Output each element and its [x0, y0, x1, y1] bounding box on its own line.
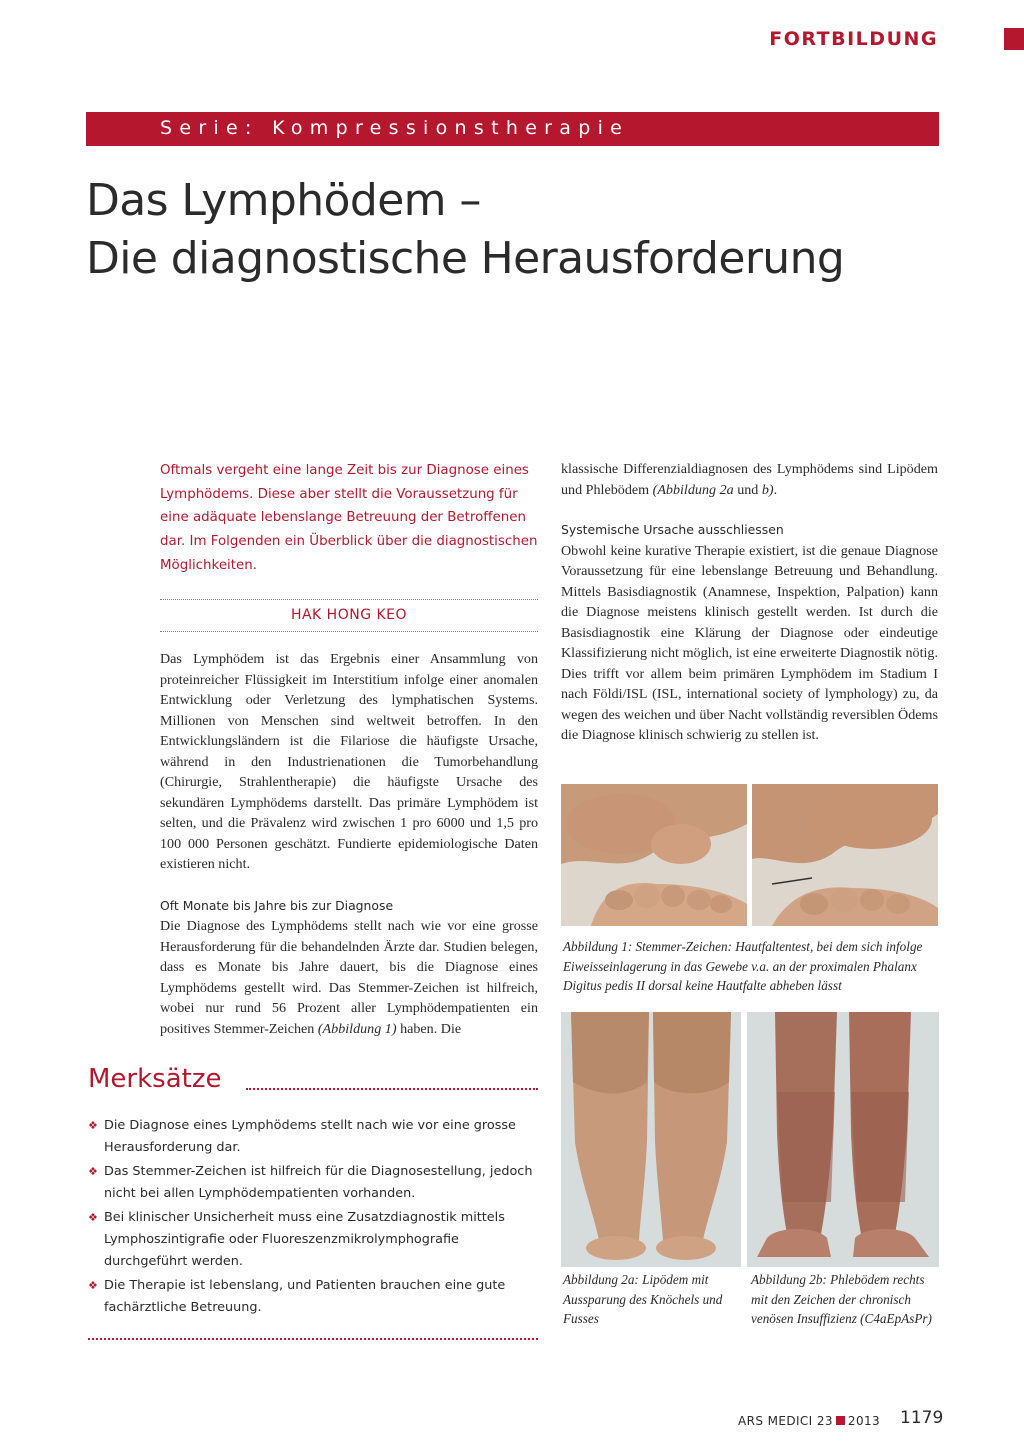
figure-2b-photo: [747, 1012, 939, 1267]
article-title-line1: Das Lymphödem –: [86, 175, 481, 226]
section-label: FORTBILDUNG: [769, 28, 938, 50]
figure-1-caption: Abbildung 1: Stemmer-Zeichen: Hautfaltentest, bei dem sich infolge Eiweisseinlagerung in das Gewebe v.a. an der proximalen Phalanx Digitus pedis II dorsal keine Hautfalte abheben lässt: [563, 939, 923, 993]
merksatz-item: [88, 1207, 538, 1274]
subheading: Oft Monate bis Jahre bis zur Diagnose: [160, 897, 394, 913]
diamond-bullet-icon: ❖: [88, 1278, 98, 1292]
body-column-1: [160, 649, 538, 1039]
diamond-bullet-icon: ❖: [88, 1164, 98, 1178]
footer-square-icon: [836, 1416, 845, 1425]
figure-reference: (Abbildung 2a: [652, 481, 734, 498]
legs-phlebedema-illustration: [747, 1012, 939, 1267]
body-paragraph: [561, 459, 938, 500]
author-divider-top: [160, 599, 538, 600]
figure-reference: (Abbildung 1): [317, 1020, 397, 1037]
body-paragraph: Obwohl keine kurative Therapie existiert, ist die genaue Diagnose Voraussetzung für eine lebenslange Betreuung und Behandlung. Mittels Basisdiagnostik (Anamnese, Inspektion, Palpation) kann die Diagnose meistens klinisch gestellt werden. Ist durch die Basisdiagnostik eine Klärung der Diagnose oder eindeutige Klassifizierung nicht möglich, ist eine erweiterte Diagnostik nötig. Dies trifft vor allem beim primären Lymphödem im Stadium I nach Földi/ISL (ISL, international society of lymphology) zu, da wegen des weichen und über Nacht vollständig reversiblen Ödems die Diagnose klinisch schwierig zu stellen ist.: [561, 542, 938, 743]
article-title: [86, 172, 844, 288]
merksatz-text: Die Therapie ist lebenslang, und Patienten brauchen eine gute fachärztliche Betreuung.: [104, 1277, 506, 1316]
subheading: Systemische Ursache ausschliessen: [561, 522, 784, 537]
figure-1-photo-right: [752, 784, 938, 926]
merksatz-text: Bei klinischer Unsicherheit muss eine Zusatzdiagnostik mittels Lymphoszintigrafie oder Fluoreszenzmikrolymphografie durchgeführt werden.: [104, 1209, 505, 1270]
section-marker: [1004, 28, 1024, 50]
body-text-segment: Die Diagnose des Lymphödems stellt nach wie vor eine grosse Herausforderung für die behandelnden Ärzte dar. Studien belegen, dass es Monate bis Jahre dauert, bis die Diagnose eines Lymphödems gestellt wird. Das Stemmer-Zeichen ist hilfreich, wobei nur rund 56 Prozent aller Lymphödempatienten ein positives Stemmer-Zeichen: [160, 918, 538, 1037]
body-text-segment: klassische Differenzialdiagnosen des Lymphödems sind Lipödem und Phlebödem: [561, 461, 938, 498]
merksaetze-bottom-rule: [88, 1338, 538, 1340]
merksatz-item: [88, 1115, 538, 1160]
journal-year: 2013: [847, 1414, 881, 1428]
figure-2a-caption: Abbildung 2a: Lipödem mit Aussparung des Knöchels und Fusses: [563, 1272, 723, 1326]
merksaetze-title: Merksätze: [88, 1064, 222, 1094]
figure-2b-caption: Abbildung 2b: Phlebödem rechts mit den Zeichen der chronisch venösen Insuffizienz (C4aEpAsPr): [751, 1272, 932, 1326]
figure-2a-photo: [561, 1012, 741, 1267]
diamond-bullet-icon: ❖: [88, 1210, 98, 1224]
series-title: Serie: Kompressionstherapie: [160, 117, 630, 139]
author: HAK HONG KEO: [290, 607, 408, 623]
body-paragraph: [160, 916, 538, 1039]
page-number: 1179: [900, 1408, 944, 1428]
foot-toes-illustration: [561, 784, 747, 926]
figure-1-photo-left: [561, 784, 747, 926]
body-paragraph: Das Lymphödem ist das Ergebnis einer Ansammlung von proteinreicher Flüssigkeit im Interstitium infolge einer anomalen Entwicklung oder Verletzung des lymphatischen Systems. Millionen von Menschen sind weltweit betroffen. In den Entwicklungsländern ist die Filariose die häufigste Ursache, während in den Industrienationen die Tumorbehandlung (Chirurgie, Strahlentherapie) die häufigste Ursache des sekundären Lymphödems darstellt. Das primäre Lymphödem ist selten, und die Prävalenz wird zwischen 1 pro 6000 und 1,5 pro 100 000 Personen geschätzt. Fundierte epidemiologische Daten existieren nicht.: [160, 651, 538, 872]
body-column-2: [561, 459, 938, 746]
merksaetze-list: [88, 1115, 538, 1321]
body-text-segment: .: [773, 481, 778, 498]
merksatz-item: [88, 1275, 538, 1320]
body-text-segment: und: [737, 481, 759, 498]
footer-journal: [738, 1414, 880, 1428]
merksatz-text: Das Stemmer-Zeichen ist hilfreich für die Diagnosestellung, jedoch nicht bei allen Lymphödempatienten vorhanden.: [104, 1163, 533, 1202]
diamond-bullet-icon: ❖: [88, 1119, 98, 1132]
body-text-segment: haben. Die: [400, 1020, 462, 1037]
merksatz-text: Die Diagnose eines Lymphödems stellt nach wie vor eine grosse Herausforderung dar.: [104, 1118, 516, 1156]
merksatz-item: [88, 1161, 538, 1206]
lead-text: Oftmals vergeht eine lange Zeit bis zur Diagnose eines Lymphödems. Diese aber stellt die Voraussetzung für eine adäquate lebenslange Betreuung der Betroffenen dar. Im Folgenden ein Überblick über die diagnostischen Möglichkeiten.: [160, 463, 538, 573]
figure-reference: b): [761, 481, 774, 498]
article-title-line2: Die diagnostische Herausforderung: [86, 233, 845, 284]
author-divider-bottom: [160, 631, 538, 632]
merksaetze-title-rule: [246, 1088, 538, 1090]
legs-lipedema-illustration: [561, 1012, 741, 1267]
journal-name: ARS MEDICI 23: [738, 1414, 833, 1428]
foot-toes-illustration: [752, 784, 938, 926]
